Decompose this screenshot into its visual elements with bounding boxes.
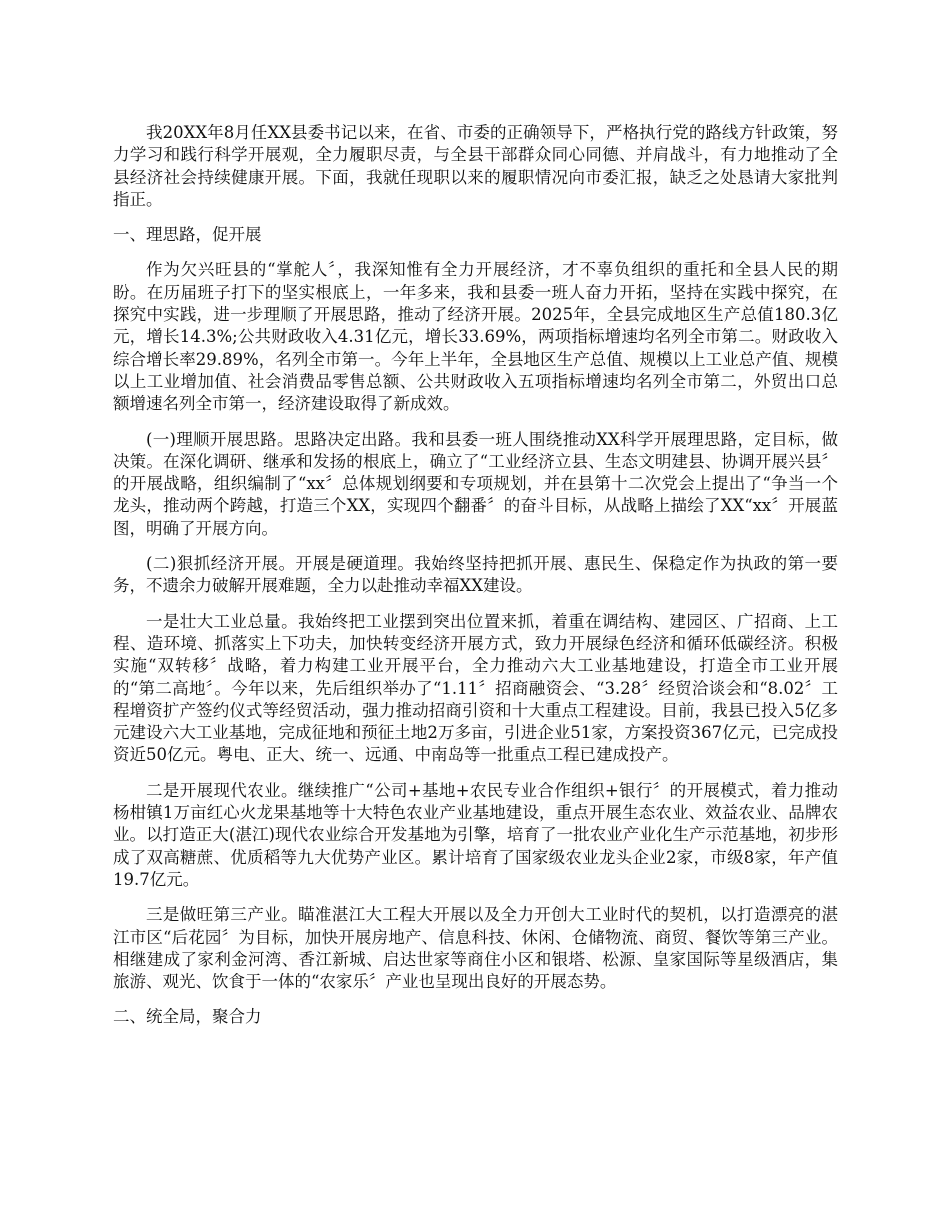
- section-1-paragraph: 作为欠兴旺县的“掌舵人〞，我深知惟有全力开展经济，才不辜负组织的重托和全县人民的期盼。在历届班子打下的坚实根底上，一年多来，我和县委一班人奋力开拓，坚持在实践中探究，在探究中实践，进一步理顺了开展思路，推动了经济开展。2025年，全县完成地区生产总值180.3亿元，增长14.3%;公共财政收入4.31亿元，增长33.69%，两项指标增速均名列全市第二。财政收入综合增长率29.89%，名列全市第一。今年上半年，全县地区生产总值、规模以上工业总产值、规模以上工业增加值、社会消费品零售总额、公共财政收入五项指标增速均名列全市第二，外贸出口总额增速名列全市第一，经济建设取得了新成效。: [113, 260, 838, 414]
- industry-paragraph: 一是壮大工业总量。我始终把工业摆到突出位置来抓，着重在调结构、建园区、广招商、上工程、造环境、抓落实上下功夫，加快转变经济开展方式，致力开展绿色经济和循环低碳经济。积极实施“双转移〞战略，着力构建工业开展平台，全力推动六大工业基地建设，打造全市工业开展的“第二高地〞。今年以来，先后组织举办了“1.11〞招商融资会、“3.28〞经贸洽谈会和“8.02〞工程增资扩产签约仪式等经贸活动，强力推动招商引资和十大重点工程建设。目前，我县已投入5亿多元建设六大工业基地，完成征地和预征土地2万多亩，引进企业51家，方案投资367亿元，已完成投资近50亿元。粤电、正大、统一、远通、中南岛等一批重点工程已建成投产。: [113, 611, 838, 765]
- intro-paragraph: 我20XX年8月任XX县委书记以来，在省、市委的正确领导下，严格执行党的路线方针政策，努力学习和践行科学开展观，全力履职尽责，与全县干部群众同心同德、并肩战斗，有力地推动了全县经济社会持续健康开展。下面，我就任现职以来的履职情况向市委汇报，缺乏之处恳请大家批判指正。: [113, 123, 838, 209]
- agriculture-paragraph: 二是开展现代农业。继续推广“公司+基地+农民专业合作组织+银行〞的开展模式，着力推动杨柑镇1万亩红心火龙果基地等十大特色农业产业基地建设，重点开展生态农业、效益农业、品牌农业。以打造正大(湛江)现代农业综合开发基地为引擎，培育了一批农业产业化生产示范基地，初步形成了双高糖蔗、优质稻等九大优势产业区。累计培育了国家级农业龙头企业2家，市级8家，年产值19.7亿元。: [113, 780, 838, 889]
- subsection-2-paragraph: (二)狠抓经济开展。开展是硬道理。我始终坚持把抓开展、惠民生、保稳定作为执政的第一要务，不遗余力破解开展难题，全力以赴推动幸福XX建设。: [113, 554, 838, 596]
- tertiary-industry-paragraph: 三是做旺第三产业。瞄准湛江大工程大开展以及全力开创大工业时代的契机，以打造漂亮的湛江市区“后花园〞为目标，加快开展房地产、信息科技、休闲、仓储物流、商贸、餐饮等第三产业。相继建成了家利金河湾、香江新城、启达世家等商住小区和银塔、松源、皇家国际等星级酒店，集旅游、观光、饮食于一体的“农家乐〞产业也呈现出良好的开展态势。: [113, 905, 838, 992]
- section-heading-2: 二、统全局，聚合力: [113, 1007, 262, 1027]
- section-heading-1: 一、理思路，促开展: [113, 225, 262, 245]
- subsection-1-paragraph: (一)理顺开展思路。思路决定出路。我和县委一班人围绕推动XX科学开展理思路，定目标，做决策。在深化调研、继承和发扬的根底上，确立了“工业经济立县、生态文明建县、协调开展兴县〞的开展战略，组织编制了“xx〞总体规划纲要和专项规划，并在县第十二次党会上提出了“争当一个龙头，推动两个跨越，打造三个XX，实现四个翻番〞的奋斗目标，从战略上描绘了XX“xx〞开展蓝图，明确了开展方向。: [113, 429, 838, 538]
- document-body: [113, 122, 838, 1042]
